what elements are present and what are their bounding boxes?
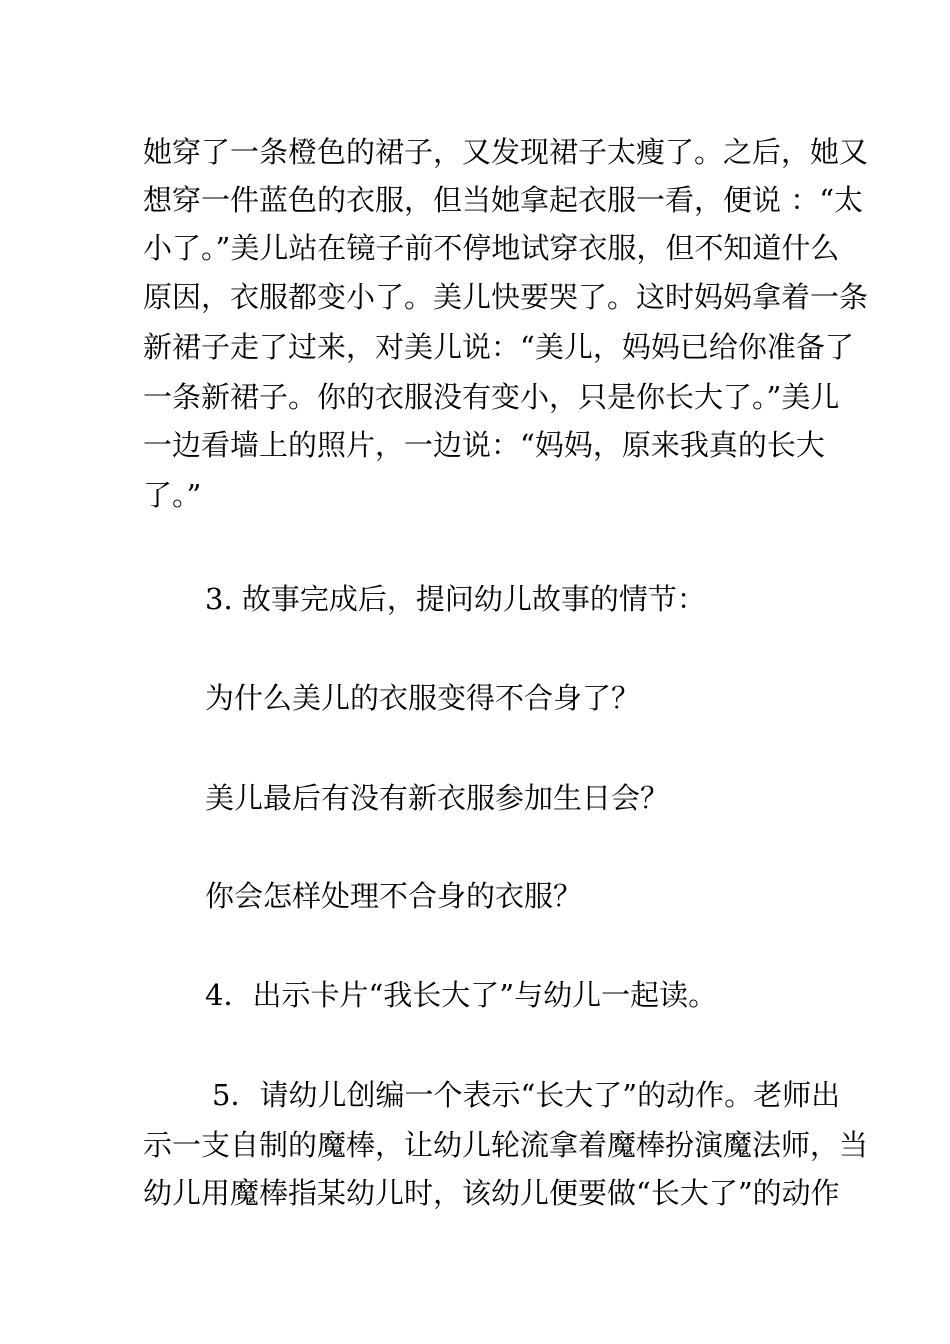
- story-line-5: 新裙子走了过来，对美儿说：“美儿，妈妈已给你准备了: [143, 330, 854, 364]
- step-3-heading: 3. 故事完成后，提问幼儿故事的情节：: [205, 582, 706, 616]
- step-5-line-2: 示一支自制的魔棒，让幼儿轮流拿着魔棒扮演魔法师，当: [143, 1128, 869, 1162]
- question-3: 你会怎样处理不合身的衣服？: [205, 879, 583, 913]
- step-5-line-3: 幼儿用魔棒指某幼儿时，该幼儿便要做“长大了”的动作: [143, 1176, 840, 1210]
- story-line-7: 一边看墙上的照片，一边说：“妈妈，原来我真的长大: [143, 428, 825, 462]
- step-5-line-1: 5．请幼儿创编一个表示“长大了”的动作。老师出: [212, 1078, 841, 1112]
- story-line-8: 了。”: [143, 478, 202, 512]
- story-line-6: 一条新裙子。你的衣服没有变小，只是你长大了。”美儿: [143, 380, 840, 414]
- story-line-1: 她穿了一条橙色的裙子，又发现裙子太瘦了。之后，她又: [143, 135, 869, 169]
- story-line-3: 小了。”美儿站在镜子前不停地试穿衣服，但不知道什么: [143, 231, 840, 265]
- question-2: 美儿最后有没有新衣服参加生日会？: [205, 781, 670, 815]
- question-1: 为什么美儿的衣服变得不合身了？: [205, 681, 641, 715]
- story-line-2: 想穿一件蓝色的衣服，但当她拿起衣服一看，便说 ：“太: [143, 183, 864, 217]
- step-4-text: 4．出示卡片“我长大了”与幼儿一起读。: [205, 978, 718, 1012]
- story-line-4: 原因，衣服都变小了。美儿快要哭了。这时妈妈拿着一条: [143, 280, 869, 314]
